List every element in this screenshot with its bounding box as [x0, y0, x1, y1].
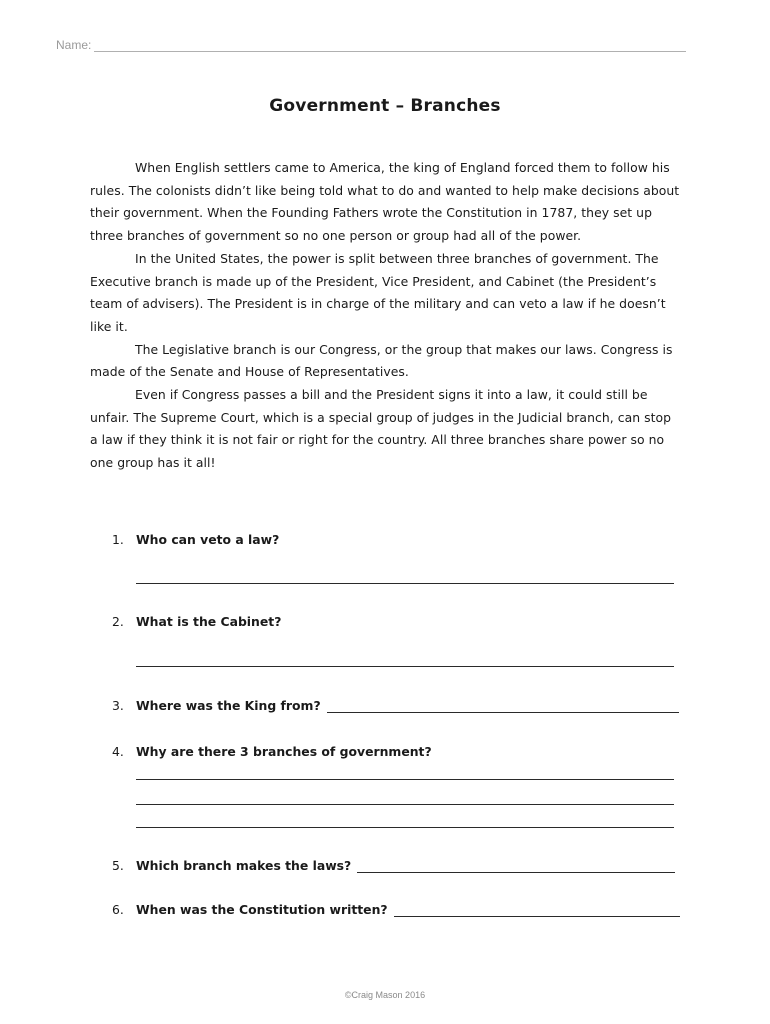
question-text: Where was the King from?	[136, 698, 321, 713]
question-text: Why are there 3 branches of government?	[136, 744, 432, 759]
question-3	[112, 698, 679, 713]
question-number: 6.	[112, 902, 124, 917]
passage-paragraph: In the United States, the power is split between three branches of government. The Executive branch is made up of the President, Vice President, and Cabinet (the President’s team of advisers). The President is in charge of the military and can veto a law if he doesn’t like it.	[90, 250, 666, 334]
page-title: Government – Branches	[269, 96, 501, 116]
question-2	[112, 614, 281, 629]
answer-line-4c[interactable]	[136, 827, 674, 828]
question-number: 5.	[112, 858, 124, 873]
passage-paragraph: The Legislative branch is our Congress, or the group that makes our laws. Congress is made of the Senate and House of Representatives.	[90, 341, 673, 380]
question-number: 1.	[112, 532, 124, 547]
question-6	[112, 902, 680, 917]
question-text: When was the Constitution written?	[136, 902, 388, 917]
answer-line-1[interactable]	[136, 583, 674, 584]
question-1	[112, 532, 279, 547]
passage-paragraph: When English settlers came to America, the king of England forced them to follow his rules. The colonists didn’t like being told what to do and wanted to help make decisions about their government. When the Founding Fathers wrote the Constitution in 1787, they set up three branches of government so no one person or group had all of the power.	[90, 160, 680, 244]
question-text: Who can veto a law?	[136, 532, 280, 547]
answer-line-5[interactable]	[357, 859, 675, 873]
question-number: 3.	[112, 698, 124, 713]
question-5	[112, 858, 675, 873]
name-blank-line[interactable]	[94, 40, 686, 52]
name-field[interactable]	[56, 38, 686, 52]
answer-line-3[interactable]	[327, 699, 679, 713]
answer-line-6[interactable]	[394, 903, 680, 917]
question-4	[112, 744, 432, 759]
name-label: Name:	[56, 38, 92, 52]
question-text: What is the Cabinet?	[136, 614, 282, 629]
question-number: 4.	[112, 744, 124, 759]
passage-paragraph: Even if Congress passes a bill and the President signs it into a law, it could still be unfair. The Supreme Court, which is a special group of judges in the Judicial branch, can stop a law if they think it is not fair or right for the country. All three branches share power so no one group has it all!	[90, 387, 672, 471]
question-text: Which branch makes the laws?	[136, 858, 352, 873]
answer-line-4a[interactable]	[136, 779, 674, 780]
copyright-footer: ©Craig Mason 2016	[344, 990, 426, 1000]
answer-line-2[interactable]	[136, 666, 674, 667]
reading-passage	[90, 157, 680, 475]
question-number: 2.	[112, 614, 124, 629]
answer-line-4b[interactable]	[136, 804, 674, 805]
